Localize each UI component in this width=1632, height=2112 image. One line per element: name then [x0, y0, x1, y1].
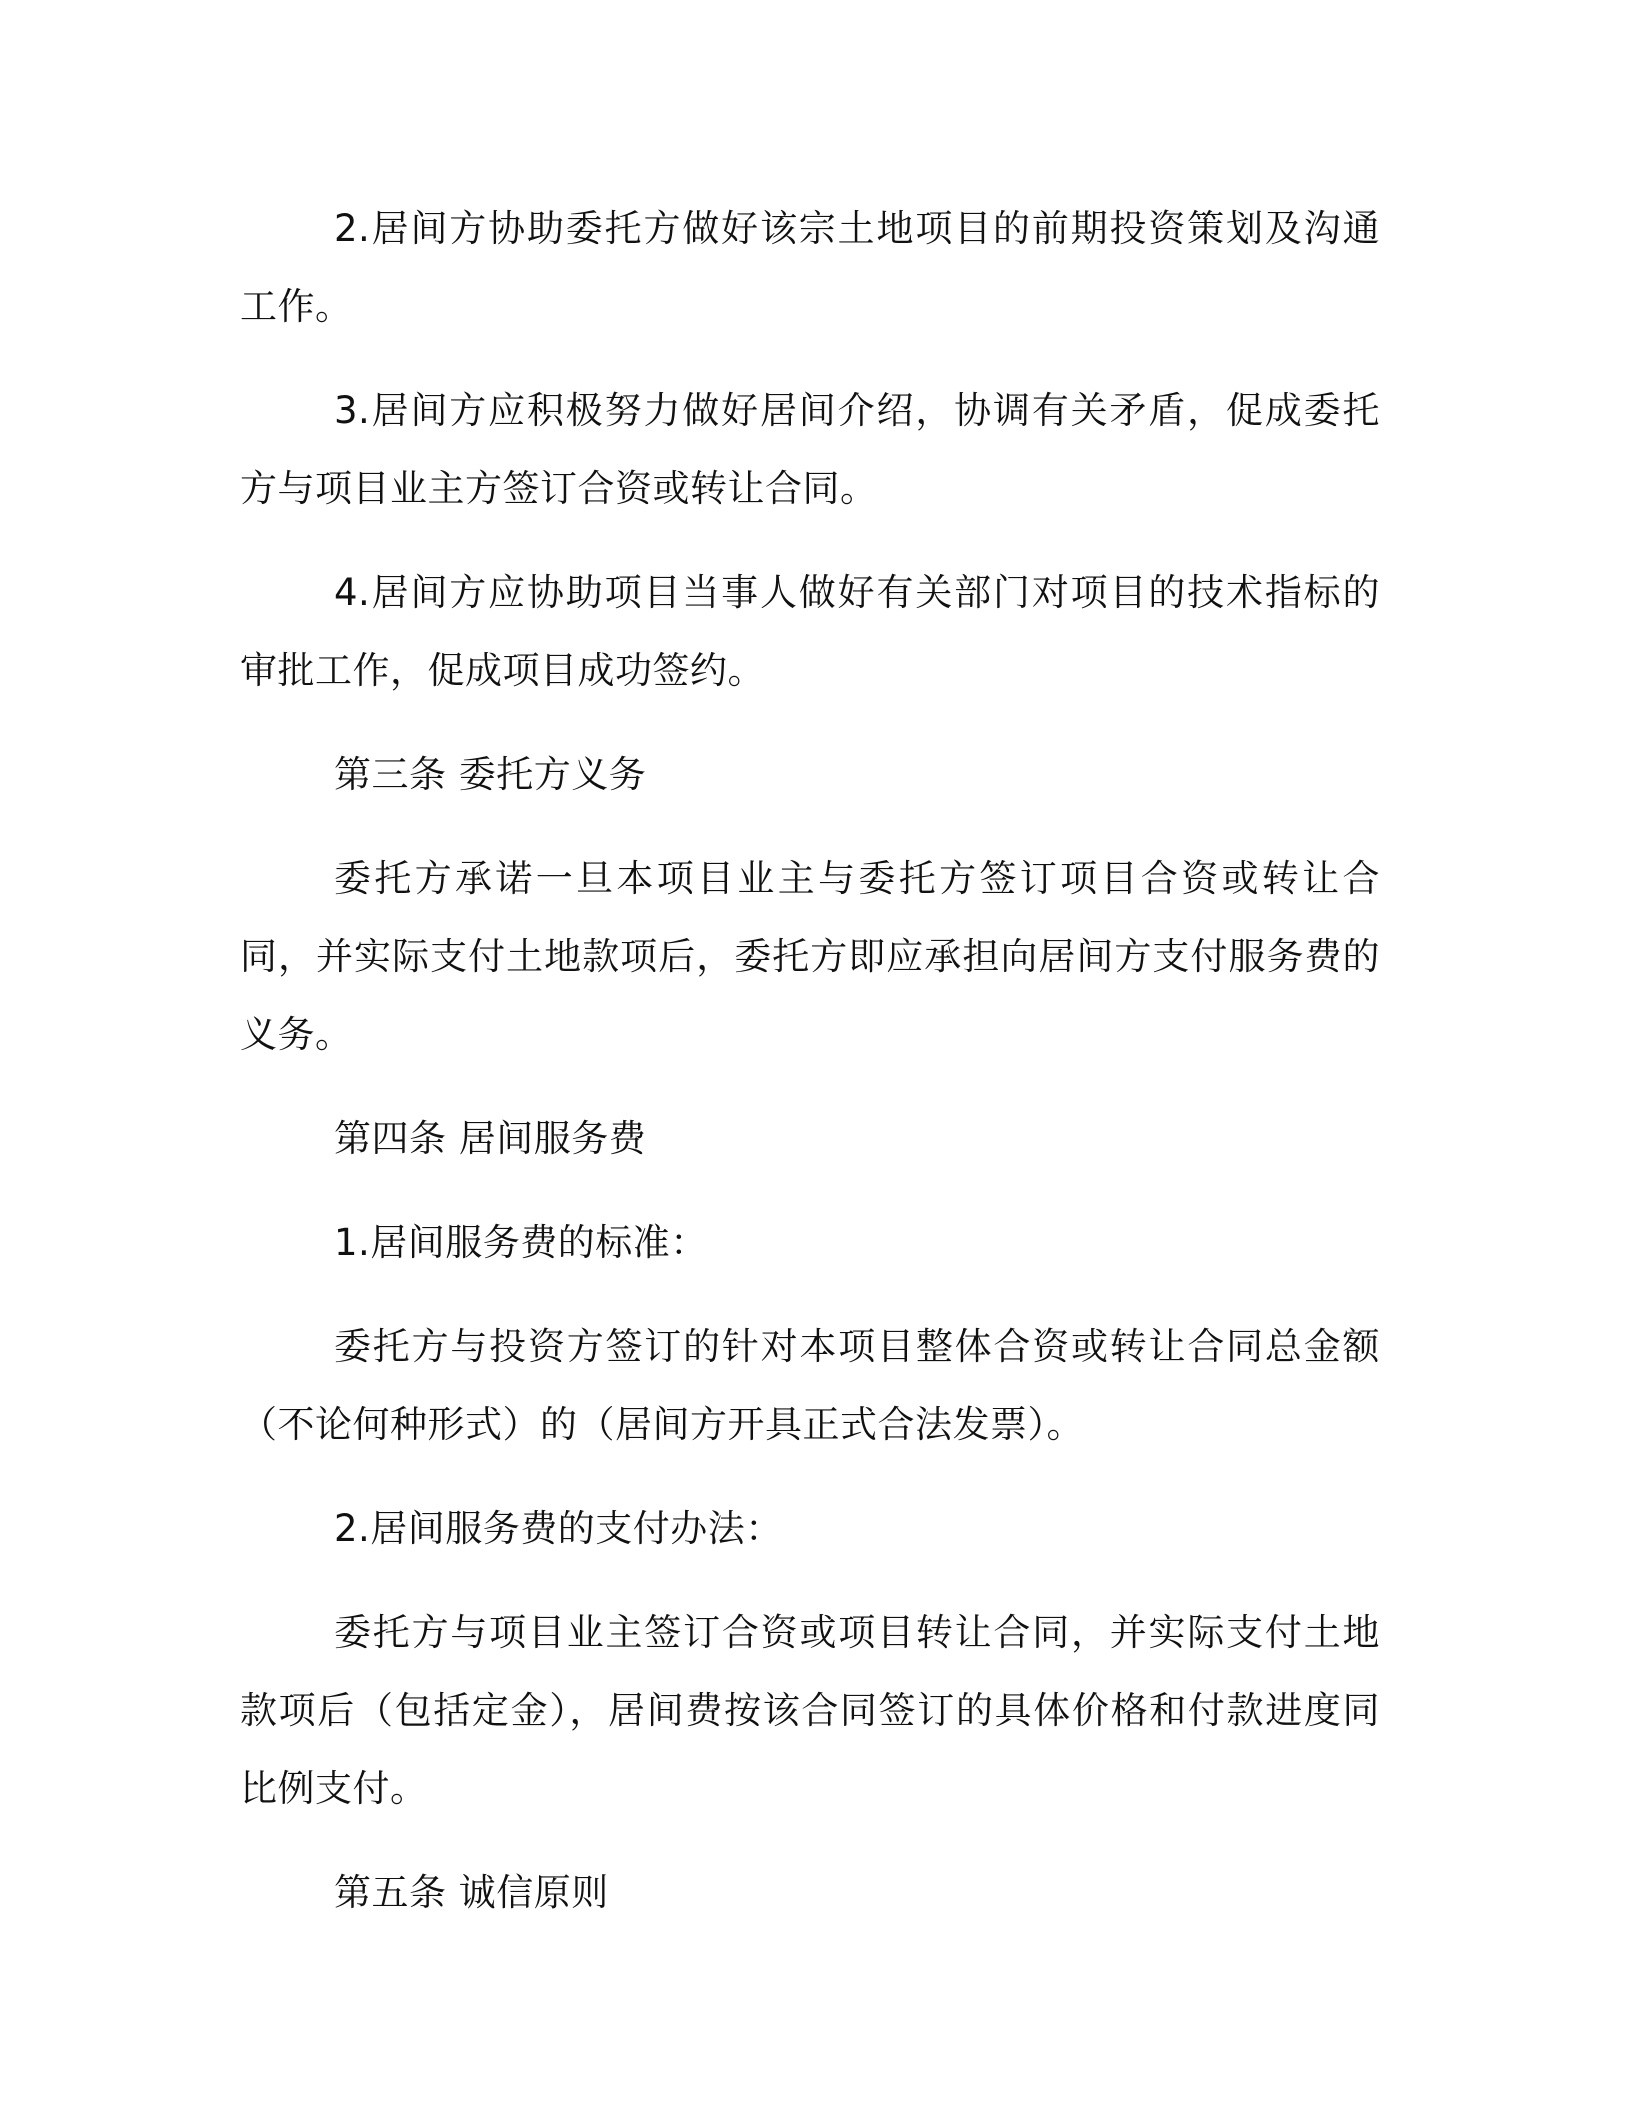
article-heading: 第五条 诚信原则 [334, 1871, 609, 1914]
clause-paragraph: 3.居间方应积极努力做好居间介绍，协调有关矛盾，促成委托方与项目业主方签订合资或转让合同。 [240, 389, 1380, 510]
document-body [240, 190, 1380, 1932]
clause-paragraph: 委托方承诺一旦本项目业主与委托方签订项目合资或转让合同，并实际支付土地款项后，委托方即应承担向居间方支付服务费的义务。 [240, 857, 1380, 1056]
article-heading: 第四条 居间服务费 [334, 1117, 647, 1160]
article-heading: 第三条 委托方义务 [334, 753, 647, 796]
clause-paragraph: 委托方与投资方签订的针对本项目整体合资或转让合同总金额（不论何种形式）的（居间方开具正式合法发票）。 [240, 1325, 1380, 1446]
clause-paragraph: 2.居间方协助委托方做好该宗土地项目的前期投资策划及沟通工作。 [240, 207, 1380, 328]
clause-paragraph: 委托方与项目业主签订合资或项目转让合同，并实际支付土地款项后（包括定金），居间费按该合同签订的具体价格和付款进度同比例支付。 [240, 1611, 1380, 1810]
clause-subheading: 2.居间服务费的支付办法： [334, 1507, 783, 1550]
clause-subheading: 1.居间服务费的标准： [334, 1221, 708, 1264]
clause-paragraph: 4.居间方应协助项目当事人做好有关部门对项目的技术指标的审批工作，促成项目成功签约。 [240, 571, 1380, 692]
